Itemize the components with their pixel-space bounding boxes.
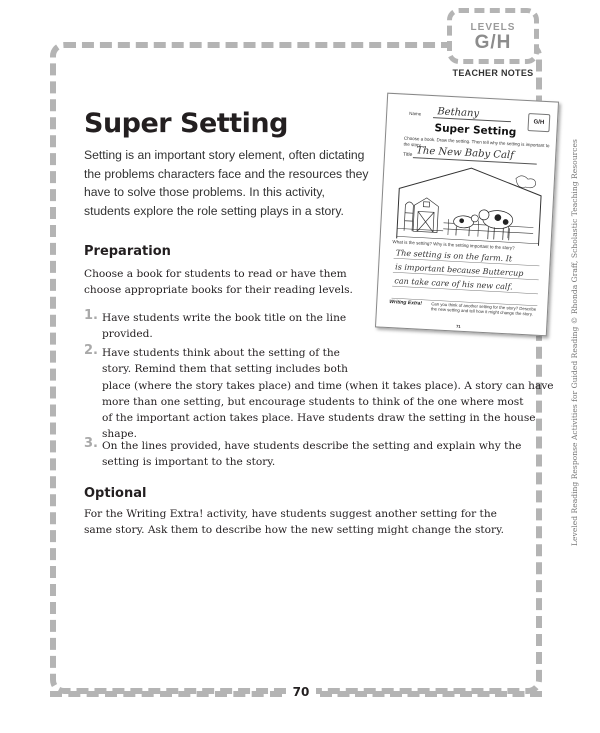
preparation-text: Choose a book for students to read or have them choose appropriate books for their reading levels. bbox=[84, 268, 353, 297]
ws-extra-text: Can you think of another setting for the story? Describe the new setting and tell how it might change the story. bbox=[430, 301, 537, 317]
ws-answer-line: The setting is on the farm. It bbox=[395, 248, 513, 264]
step-number: 1. bbox=[84, 308, 98, 323]
ws-title-label: Title bbox=[402, 151, 413, 159]
intro-paragraph: Setting is an important story element, often dictating the problems characters face and the resources they have to solve those problems. In this activity, students explore the role setting plays in a story. bbox=[84, 148, 369, 218]
ws-instructions: Choose a book. Draw the setting. Then tell why the setting is important to the story. bbox=[403, 135, 550, 149]
side-credit bbox=[556, 139, 579, 546]
step-line: of the important action takes place. Have students draw the setting in the house bbox=[102, 412, 536, 425]
worksheet-thumbnail bbox=[375, 93, 559, 337]
step-line: more than one setting, but encourage students to think of the one where most bbox=[102, 395, 524, 408]
levels-value: G/H bbox=[474, 32, 512, 53]
levels-tab bbox=[447, 8, 539, 64]
step-number: 3. bbox=[84, 436, 98, 451]
ws-answer-line: is important because Buttercup bbox=[394, 262, 524, 279]
levels-label: LEVELS bbox=[470, 22, 516, 33]
calf-icon bbox=[453, 214, 479, 237]
ws-page-number: 71 bbox=[456, 323, 461, 329]
step-line: setting is important to the story. bbox=[102, 456, 276, 469]
house-drawing bbox=[393, 158, 547, 248]
step-number: 2. bbox=[84, 343, 98, 358]
writing-extra-logo: Writing Extra! bbox=[389, 299, 423, 307]
page-footer bbox=[0, 681, 600, 703]
step-line: Have students write the book title on the line bbox=[102, 312, 347, 324]
page-title: Super Setting bbox=[84, 108, 288, 139]
ws-name-label: Name bbox=[409, 110, 422, 117]
side-credit-text: Leveled Reading Response Activities for Guided Reading © Rhonda Graff, Scholastic Teaching Resources bbox=[570, 139, 579, 546]
silo-icon bbox=[404, 202, 414, 231]
optional-text: For the Writing Extra! activity, have students suggest another setting for the same story. Ask them to describe how the new setting might change the story. bbox=[84, 508, 505, 537]
preparation-heading: Preparation bbox=[84, 244, 171, 259]
ws-title-value: The New Baby Calf bbox=[415, 145, 515, 162]
optional-heading: Optional bbox=[84, 486, 147, 501]
ws-answer-line: can take care of his new calf. bbox=[394, 276, 513, 292]
page-number: 70 bbox=[286, 681, 316, 703]
step-line: provided. bbox=[102, 328, 153, 341]
step-line: Have students think about the setting of the bbox=[102, 347, 340, 359]
ws-name-value: Bethany bbox=[437, 106, 480, 120]
step-line: shape. bbox=[102, 428, 137, 441]
footer-rule bbox=[320, 691, 542, 697]
step-line: On the lines provided, have students describe the setting and explain why the bbox=[102, 440, 522, 452]
ws-question: What is the setting? Why is the setting important to the story? bbox=[392, 239, 515, 251]
teacher-notes-label: TEACHER NOTES bbox=[452, 68, 534, 78]
step-line: place (where the story takes place) and time (when it takes place). A story can have bbox=[102, 379, 554, 392]
ws-title: Super Setting bbox=[434, 122, 517, 139]
barn-icon bbox=[413, 197, 439, 232]
step-line: story. Remind them that setting includes both bbox=[102, 363, 348, 376]
footer-rule bbox=[50, 691, 282, 697]
ws-level-badge: G/H bbox=[527, 113, 550, 132]
